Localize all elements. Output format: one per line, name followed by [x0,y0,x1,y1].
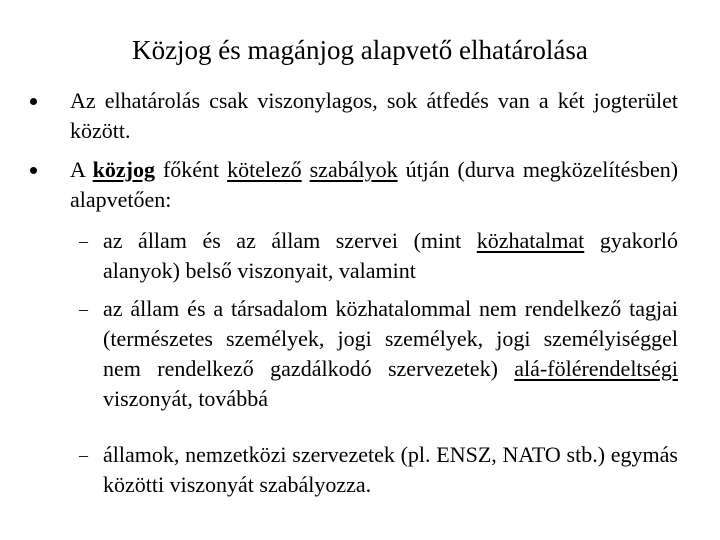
bullet-2-szabalyok: szabályok [309,157,398,182]
bullet-dot-icon [30,98,37,105]
bullet-2-a: A [70,157,85,182]
sub-1-kozhatalmat: közhatalmat [476,228,585,253]
sub-2-post: viszonyát, továbbá [103,386,268,411]
sub-2-ala-folerendeltsegi: alá-fölérendeltségi [514,356,678,381]
bullet-dot-icon [30,167,37,174]
dash-icon: – [79,299,88,319]
sub-item-3 [79,440,678,500]
bullet-2-kotelezo: kötelező [227,157,302,182]
sub-2-pre: az állam és a társadalom közhatalommal nem rendelkező tagjai (természetes személyek, jogi személyek, jogi személyiséggel nem rendelkező gazdálkodó szervezetek) [103,296,678,381]
bullet-item-2 [70,155,678,215]
bullet-2-fokent: főként [162,157,220,182]
sub-item-2 [79,294,678,414]
dash-icon: – [79,445,88,465]
bullet-item-1 [70,86,678,146]
sub-item-1 [79,226,679,286]
bullet-1-text: Az elhatárolás csak viszonylagos, sok átfedés van a két jogterület között. [70,88,678,143]
bullet-2-rest: útján (durva megközelítésben) alapvetően: [70,157,679,212]
slide-title: Közjog és magánjog alapvető elhatárolása [132,35,588,65]
sub-3-text: államok, nemzetközi szervezetek (pl. ENSZ, NATO stb.) egymás közötti viszonyát szabályozza. [103,442,678,497]
sub-1-post: gyakorló alanyok) belső viszonyait, valamint [103,228,679,283]
bullet-2-kozjog: közjog [92,157,155,182]
sub-1-pre: az állam és az állam szervei (mint [103,228,462,253]
dash-icon: – [79,231,88,251]
